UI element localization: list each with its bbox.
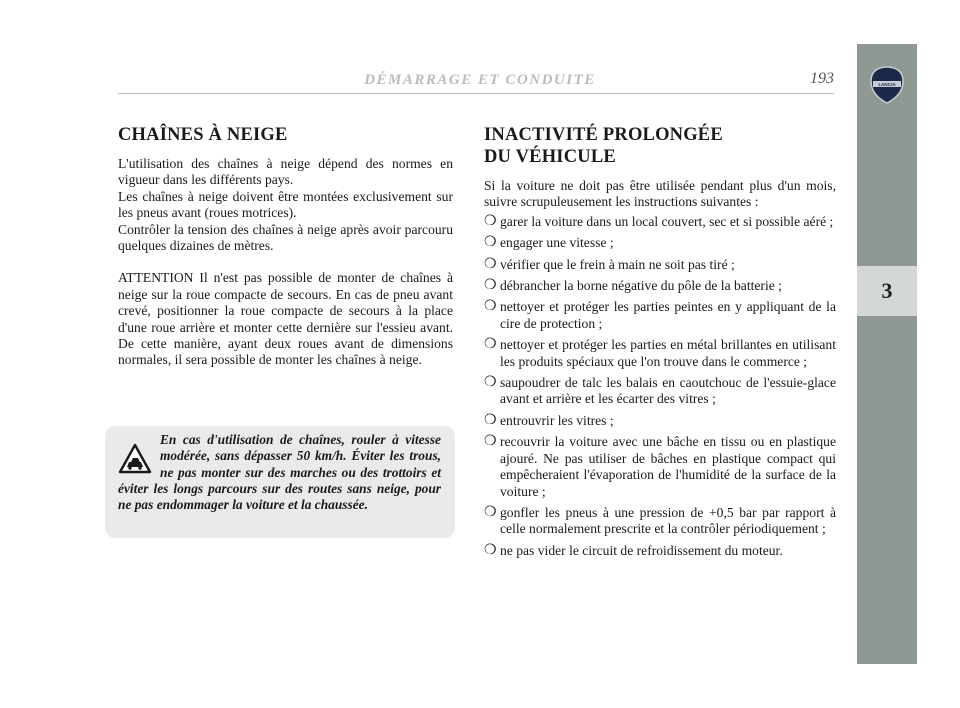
list-item-text: nettoyer et protéger les parties peintes en y appliquant de la cire de protection ; <box>500 299 836 331</box>
lancia-shield-icon <box>870 66 904 104</box>
storage-heading <box>484 124 836 168</box>
list-item <box>484 413 836 429</box>
list-item <box>484 434 836 500</box>
snow-chains-paragraph-3: Contrôler la tension des chaînes à neige après avoir parcouru quelques dizaines de mètres. <box>118 221 453 254</box>
list-item-text: garer la voiture dans un local couvert, sec et si possible aéré ; <box>500 213 834 229</box>
list-item <box>484 278 836 294</box>
list-item-text: ne pas vider le circuit de refroidissement du moteur. <box>500 542 783 558</box>
storage-heading-line-1: INACTIVITÉ PROLONGÉE <box>484 125 723 145</box>
bullet-icon: ❍ <box>484 299 497 315</box>
bullet-icon: ❍ <box>484 375 497 391</box>
bullet-icon: ❍ <box>484 256 497 272</box>
list-item <box>484 375 836 408</box>
bullet-icon: ❍ <box>484 278 497 294</box>
bullet-icon: ❍ <box>484 434 497 450</box>
list-item <box>484 235 836 251</box>
list-item <box>484 505 836 538</box>
bullet-icon: ❍ <box>484 213 497 229</box>
list-item <box>484 214 836 230</box>
bullet-icon: ❍ <box>484 504 497 520</box>
list-item-text: entrouvrir les vitres ; <box>500 412 614 428</box>
warning-text: En cas d'utilisation de chaînes, rouler à vitesse modérée, sans dépasser 50 km/h. Éviter les trous, ne pas monter sur des marches ou des trottoirs et éviter les longs parcours sur des routes sans neige, pour ne pas endommager la voiture et la chaussée. <box>118 432 441 513</box>
right-column <box>484 124 836 564</box>
header-divider <box>118 93 834 94</box>
list-item <box>484 299 836 332</box>
snow-chains-paragraph-2: Les chaînes à neige doivent être montées exclusivement sur les pneus avant (roues motrices). <box>118 188 453 221</box>
logo-text: LANCIA <box>878 82 896 87</box>
list-item <box>484 337 836 370</box>
storage-intro: Si la voiture ne doit pas être utilisée pendant plus d'un mois, suivre scrupuleusement les instructions suivantes : <box>484 178 836 210</box>
left-column <box>118 124 453 369</box>
warning-car-icon <box>118 442 152 476</box>
list-item <box>484 543 836 559</box>
bullet-icon: ❍ <box>484 235 497 251</box>
bullet-icon: ❍ <box>484 542 497 558</box>
snow-chains-heading: CHAÎNES À NEIGE <box>118 125 288 145</box>
list-item <box>484 257 836 273</box>
chapter-sidebar <box>857 44 917 664</box>
list-item-text: saupoudrer de talc les balais en caoutchouc de l'essuie-glace avant et arrière et les écarter des vitres ; <box>500 375 836 407</box>
storage-instructions-list <box>484 214 836 559</box>
list-item-text: nettoyer et protéger les parties en métal brillantes en utilisant les produits spéciaux que l'on trouve dans le commerce ; <box>500 337 836 369</box>
list-item-text: engager une vitesse ; <box>500 235 614 251</box>
chapter-tab[interactable]: 3 <box>857 266 917 316</box>
list-item-text: vérifier que le frein à main ne soit pas tiré ; <box>500 256 735 272</box>
list-item-text: débrancher la borne négative du pôle de la batterie ; <box>500 278 782 294</box>
storage-heading-line-2: DU VÉHICULE <box>484 147 616 167</box>
page-number: 193 <box>810 70 834 87</box>
list-item-text: recouvrir la voiture avec une bâche en tissu ou en plastique ajouré. Ne pas utiliser de bâches en plastique compact qui empêcheraient l'évaporation de l'humidité de la surface de la voiture ; <box>500 434 836 499</box>
warning-box <box>105 426 455 538</box>
snow-chains-paragraph-1: L'utilisation des chaînes à neige dépend des normes en vigueur dans les différents pays. <box>118 156 453 188</box>
bullet-icon: ❍ <box>484 337 497 353</box>
section-header-title: DÉMARRAGE ET CONDUITE <box>364 72 596 88</box>
bullet-icon: ❍ <box>484 412 497 428</box>
list-item-text: gonfler les pneus à une pression de +0,5 bar par rapport à celle normalement prescrite et la contrôler périodiquement ; <box>500 504 836 537</box>
snow-chains-attention-paragraph: ATTENTION Il n'est pas possible de monter de chaînes à neige sur la roue compacte de secours. En cas de pneu avant crevé, positionner la roue compacte de secours à la place d'une roue arrière et monter cette dernière sur l'essieu avant. De cette manière, ayant deux roues avant de dimensions normales, il sera possible de monter les chaînes à neige. <box>118 270 453 368</box>
